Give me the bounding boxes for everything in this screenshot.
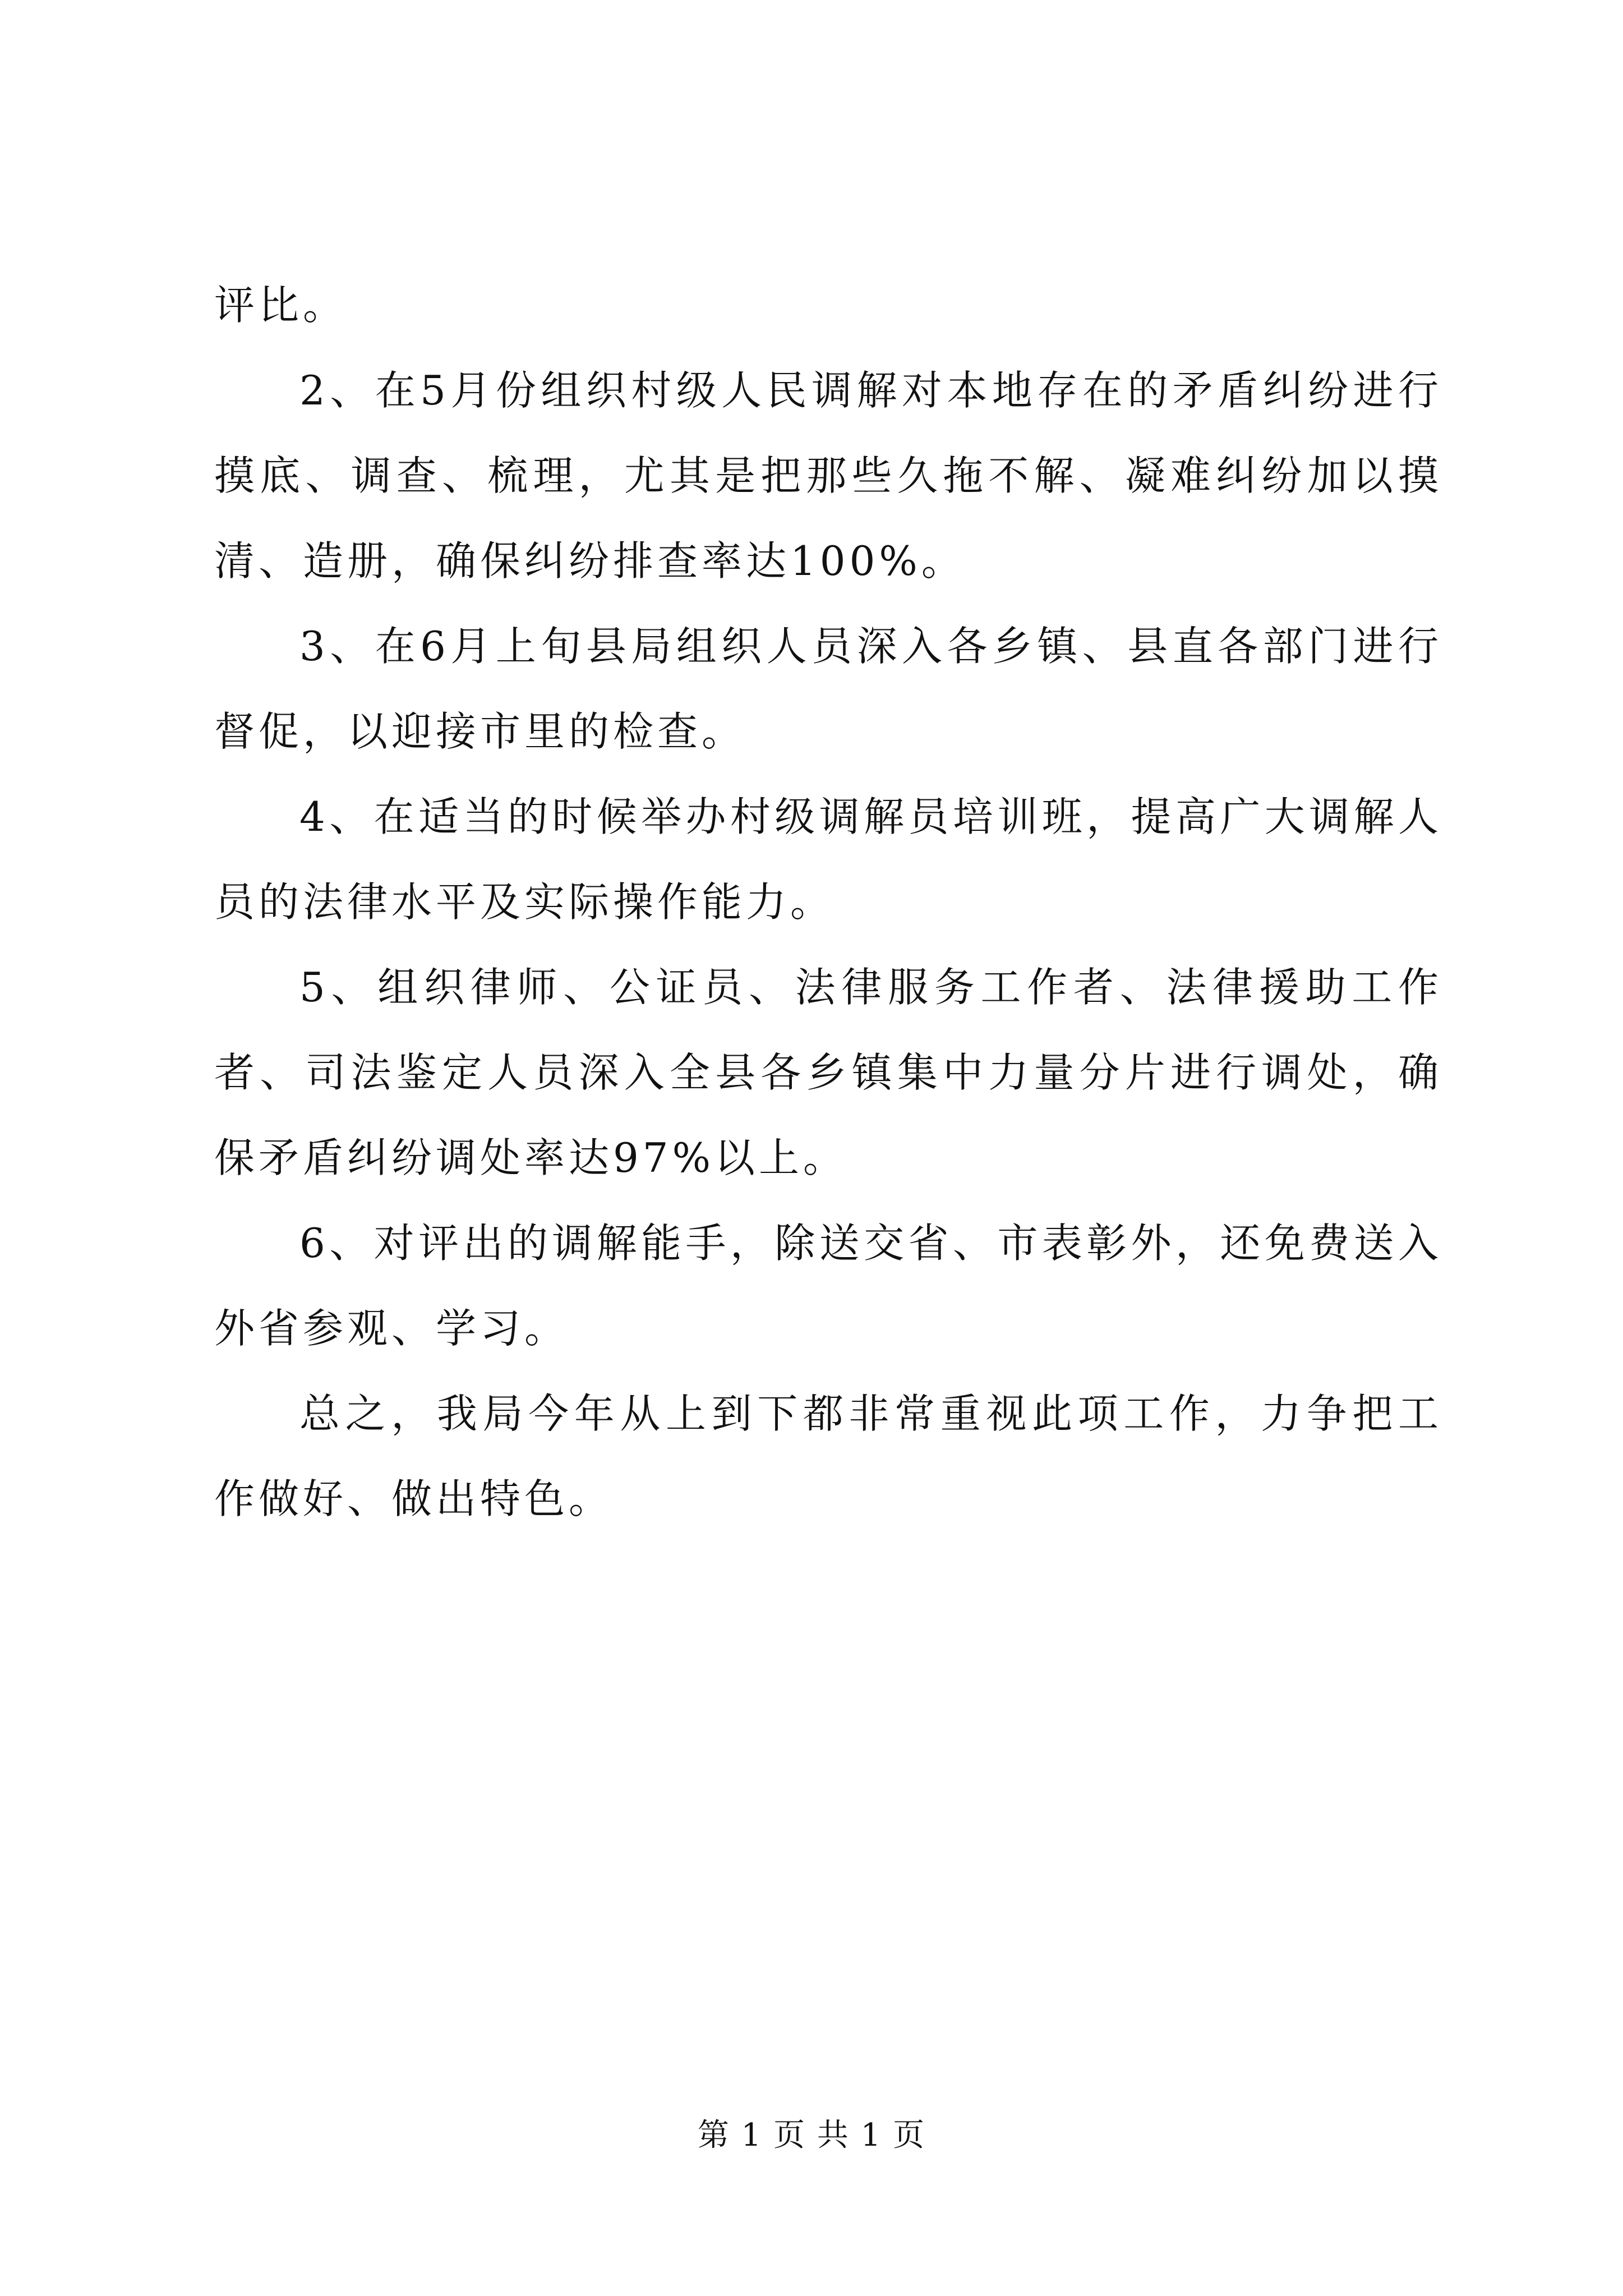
- paragraph-item-2: 2、在5月份组织村级人民调解对本地存在的矛盾纠纷进行摸底、调查、梳理，尤其是把那些久拖不解、凝难纠纷加以摸清、造册，确保纠纷排查率达100%。: [214, 367, 1442, 585]
- paragraph-item-4: 4、在适当的时候举办村级调解员培训班，提高广大调解人员的法律水平及实际操作能力。: [214, 793, 1442, 926]
- paragraph-continuation: 评比。: [214, 282, 348, 329]
- paragraph-item-3: 3、在6月上旬县局组织人员深入各乡镇、县直各部门进行督促，以迎接市里的检查。: [214, 623, 1442, 755]
- paragraph-item-6: 6、对评出的调解能手，除送交省、市表彰外，还免费送入外省参观、学习。: [214, 1220, 1442, 1352]
- document-body: [214, 263, 1442, 1542]
- page-number-footer: 第 1 页 共 1 页: [697, 2117, 926, 2154]
- paragraph-item-5: 5、组织律师、公证员、法律服务工作者、法律援助工作者、司法鉴定人员深入全县各乡镇集中力量分片进行调处，确保矛盾纠纷调处率达97%以上。: [214, 964, 1442, 1181]
- paragraph-summary: 总之，我局今年从上到下都非常重视此项工作，力争把工作做好、做出特色。: [214, 1390, 1442, 1522]
